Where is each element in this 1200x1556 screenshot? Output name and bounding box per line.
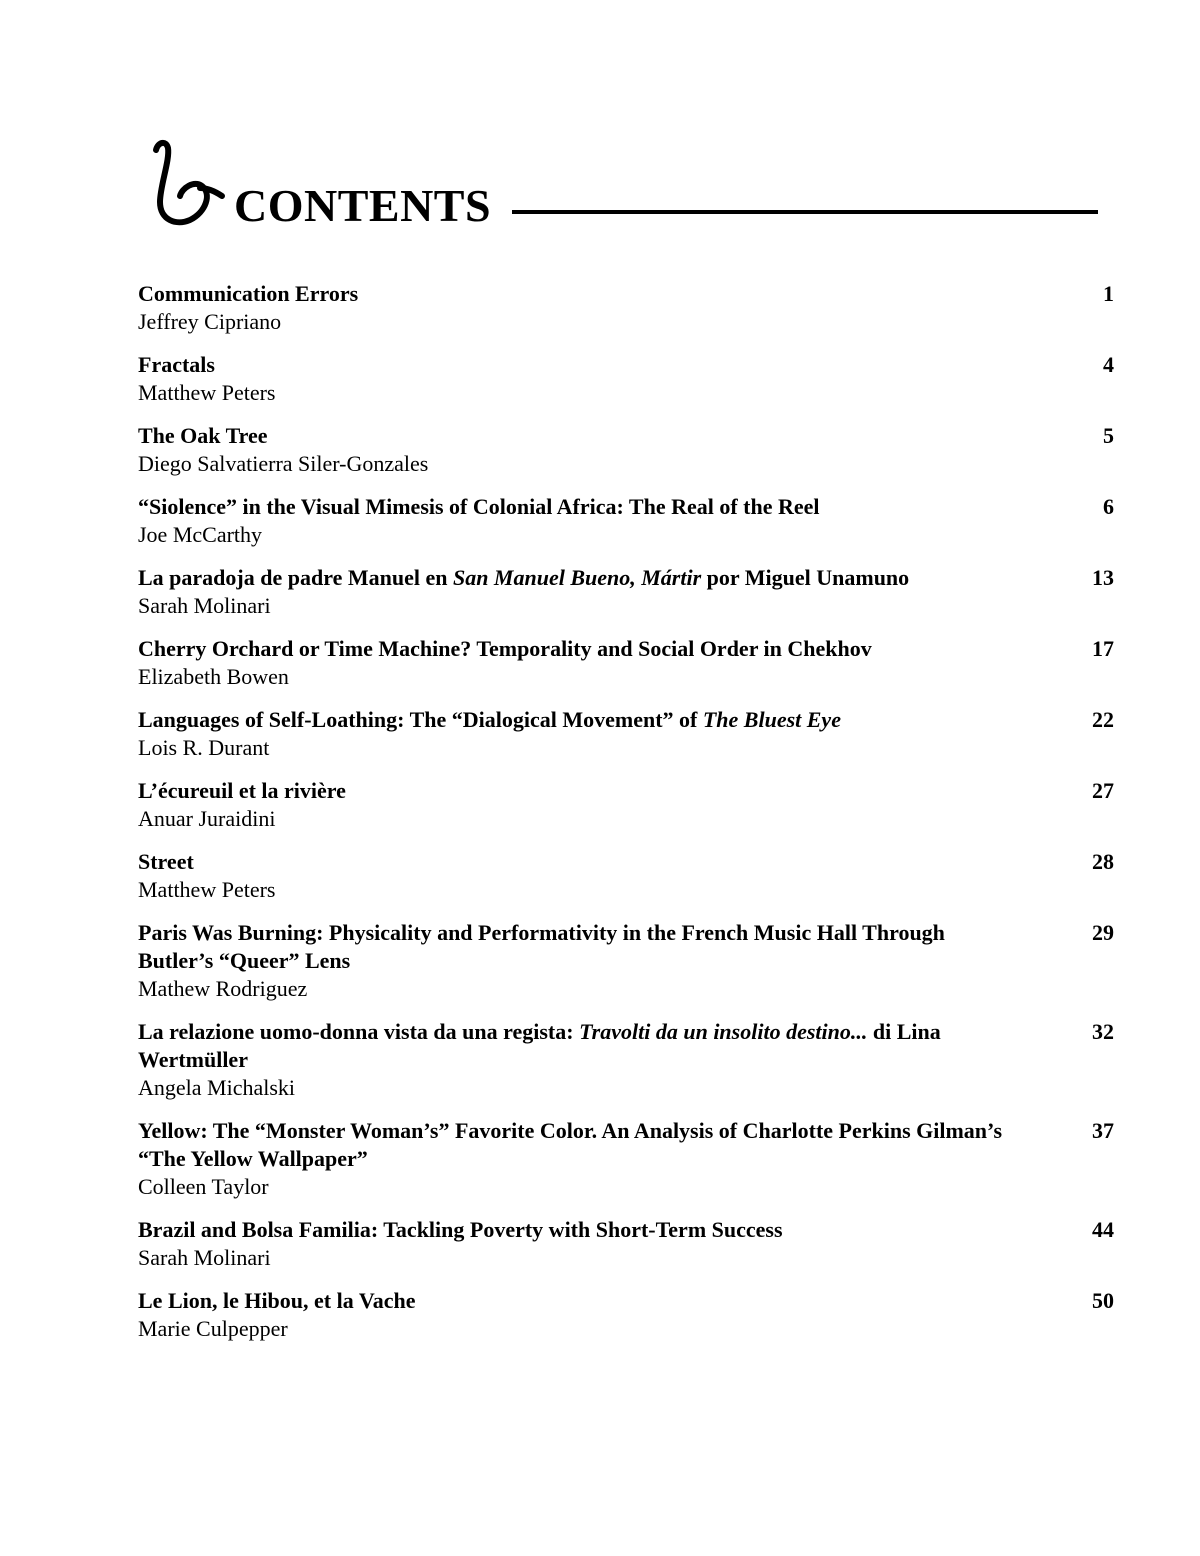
toc-entry[interactable]: [138, 706, 1118, 761]
toc-entry[interactable]: [138, 564, 1118, 619]
entry-page-number: 13: [1092, 565, 1114, 590]
entry-page-number: 32: [1092, 1019, 1114, 1044]
entry-author: Sarah Molinari: [138, 1245, 271, 1270]
toc-entry[interactable]: [138, 1117, 1118, 1200]
toc-entry[interactable]: [138, 635, 1118, 690]
entry-author: Angela Michalski: [138, 1075, 296, 1100]
entry-title[interactable]: Fractals: [138, 352, 215, 377]
toc-entry[interactable]: [138, 280, 1118, 335]
entry-title[interactable]: Cherry Orchard or Time Machine? Temporality and Social Order in Chekhov: [138, 636, 872, 661]
contents-header: [140, 130, 1120, 240]
stylized-b-logo-icon: [146, 136, 228, 228]
toc-entry[interactable]: [138, 422, 1118, 477]
entry-author: Elizabeth Bowen: [138, 664, 289, 689]
toc-entry[interactable]: [138, 777, 1118, 832]
entry-title[interactable]: Street: [138, 849, 194, 874]
page-title: CONTENTS: [234, 180, 492, 231]
entry-page-number: 5: [1103, 423, 1114, 448]
entry-author: Lois R. Durant: [138, 735, 270, 760]
entry-page-number: 17: [1092, 636, 1114, 661]
entry-page-number: 37: [1092, 1118, 1114, 1143]
entry-title[interactable]: The Oak Tree: [138, 423, 268, 448]
toc-entry[interactable]: [138, 1216, 1118, 1271]
entry-page-number: 22: [1092, 707, 1114, 732]
toc-entry[interactable]: [138, 848, 1118, 903]
entry-title[interactable]: Communication Errors: [138, 281, 359, 306]
entry-page-number: 50: [1092, 1288, 1114, 1313]
toc-entry[interactable]: [138, 1287, 1118, 1342]
entry-title[interactable]: Brazil and Bolsa Familia: Tackling Poverty with Short-Term Success: [138, 1217, 783, 1242]
toc-entry[interactable]: [138, 493, 1118, 548]
entry-page-number: 28: [1092, 849, 1114, 874]
entry-author: Anuar Juraidini: [138, 806, 276, 831]
toc-entry[interactable]: [138, 1018, 1118, 1101]
entry-title[interactable]: L’écureuil et la rivière: [138, 778, 346, 803]
entry-page-number: 1: [1103, 281, 1114, 306]
entry-page-number: 6: [1103, 494, 1114, 519]
table-of-contents: [138, 280, 1118, 1358]
entry-title[interactable]: La relazione uomo-donna vista da una regista: Travolti da un insolito destino... di Lina Wertmüller: [138, 1019, 941, 1072]
entry-author: Jeffrey Cipriano: [138, 309, 282, 334]
entry-page-number: 27: [1092, 778, 1114, 803]
entry-title[interactable]: Le Lion, le Hibou, et la Vache: [138, 1288, 416, 1313]
entry-author: Mathew Rodriguez: [138, 976, 308, 1001]
entry-title[interactable]: La paradoja de padre Manuel en San Manuel Bueno, Mártir por Miguel Unamuno: [138, 565, 910, 590]
entry-title[interactable]: Yellow: The “Monster Woman’s” Favorite Color. An Analysis of Charlotte Perkins Gilman’s “The Yellow Wallpaper”: [138, 1118, 1003, 1171]
entry-author: Diego Salvatierra Siler-Gonzales: [138, 451, 429, 476]
entry-page-number: 29: [1092, 920, 1114, 945]
entry-author: Joe McCarthy: [138, 522, 263, 547]
entry-title[interactable]: Languages of Self-Loathing: The “Dialogical Movement” of The Bluest Eye: [138, 707, 841, 732]
toc-entry[interactable]: [138, 919, 1118, 1002]
toc-entry[interactable]: [138, 351, 1118, 406]
entry-author: Colleen Taylor: [138, 1174, 269, 1199]
entry-title[interactable]: “Siolence” in the Visual Mimesis of Colonial Africa: The Real of the Reel: [138, 494, 820, 519]
entry-author: Sarah Molinari: [138, 593, 271, 618]
entry-title[interactable]: Paris Was Burning: Physicality and Performativity in the French Music Hall Through Butler’s “Queer” Lens: [138, 920, 945, 973]
title-rule: [512, 210, 1098, 214]
entry-page-number: 44: [1092, 1217, 1114, 1242]
entry-page-number: 4: [1103, 352, 1114, 377]
entry-author: Matthew Peters: [138, 877, 276, 902]
entry-author: Marie Culpepper: [138, 1316, 288, 1341]
entry-author: Matthew Peters: [138, 380, 276, 405]
